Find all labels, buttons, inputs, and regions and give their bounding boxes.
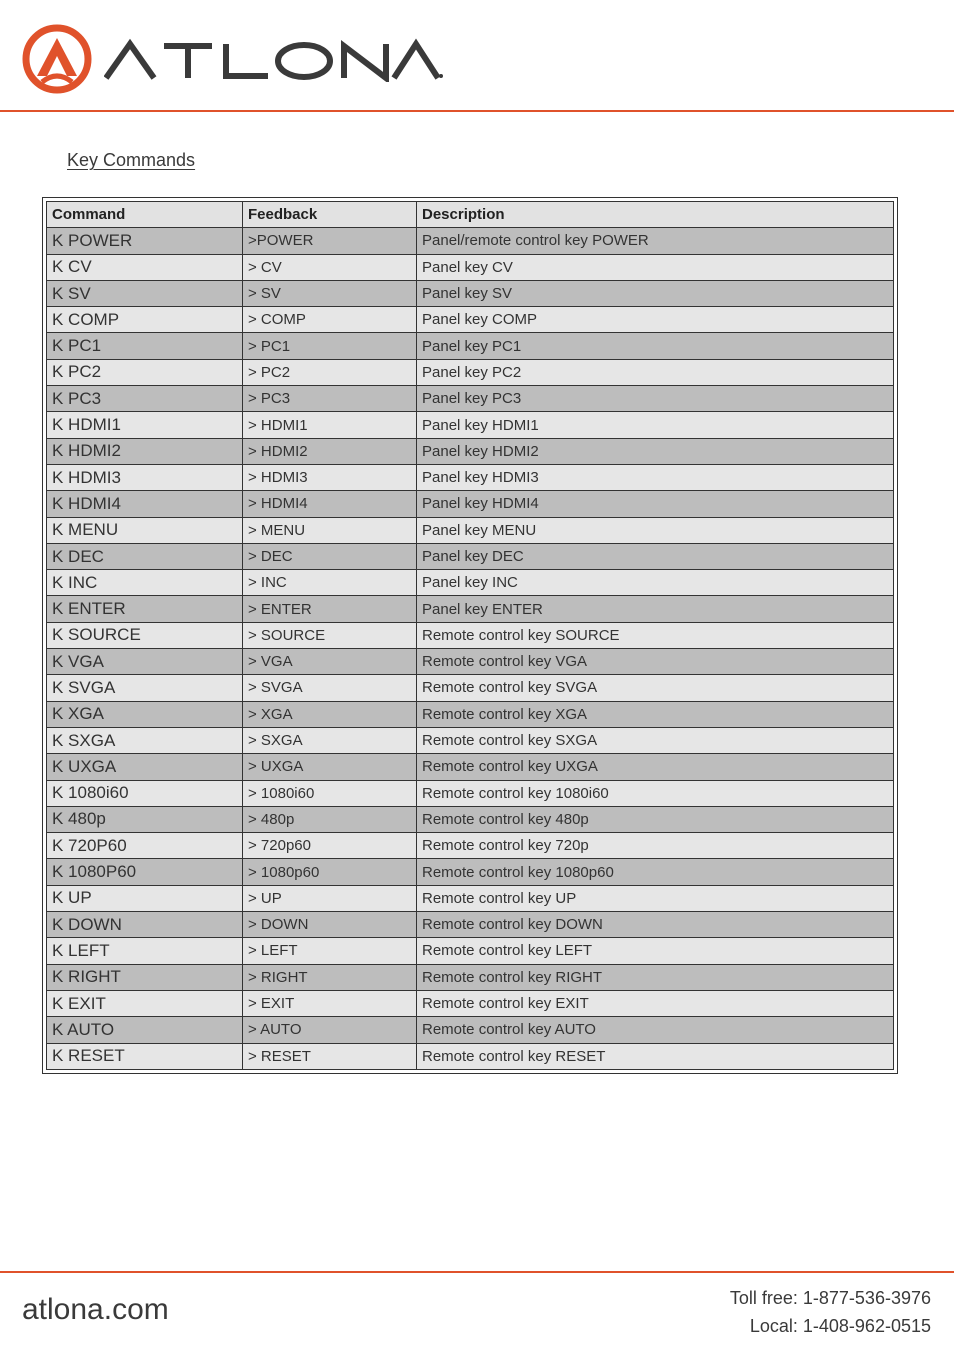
description-cell: Remote control key 1080i60	[417, 780, 894, 806]
table-row	[47, 333, 894, 359]
table-row	[47, 438, 894, 464]
command-cell: K CV	[47, 254, 243, 280]
column-header-feedback: Feedback	[243, 202, 417, 228]
description-cell: Panel key INC	[417, 570, 894, 596]
command-cell: K 1080P60	[47, 859, 243, 885]
description-cell: Remote control key UXGA	[417, 754, 894, 780]
feedback-cell: > HDMI2	[243, 438, 417, 464]
table-row	[47, 280, 894, 306]
toll-free-number: Toll free: 1-877-536-3976	[729, 1288, 931, 1308]
feedback-cell: > ENTER	[243, 596, 417, 622]
table-header-row	[47, 202, 894, 228]
table-row	[47, 727, 894, 753]
command-cell: K ENTER	[47, 596, 243, 622]
feedback-cell: > MENU	[243, 517, 417, 543]
description-cell: Remote control key UP	[417, 885, 894, 911]
description-cell: Panel key PC1	[417, 333, 894, 359]
local-number: Local: 1-408-962-0515	[749, 1316, 931, 1336]
command-cell: K 720P60	[47, 833, 243, 859]
footer-contact	[730, 1284, 931, 1340]
feedback-cell: > HDMI4	[243, 491, 417, 517]
table-row	[47, 859, 894, 885]
table-row	[47, 412, 894, 438]
description-cell: Remote control key VGA	[417, 649, 894, 675]
description-cell: Panel key COMP	[417, 307, 894, 333]
description-cell: Remote control key RIGHT	[417, 964, 894, 990]
command-cell: K HDMI1	[47, 412, 243, 438]
command-cell: K SV	[47, 280, 243, 306]
command-cell: K COMP	[47, 307, 243, 333]
table-row	[47, 517, 894, 543]
description-cell: Panel key HDMI2	[417, 438, 894, 464]
table-row	[47, 780, 894, 806]
feedback-cell: > DEC	[243, 543, 417, 569]
description-cell: Remote control key 720p	[417, 833, 894, 859]
feedback-cell: > SXGA	[243, 727, 417, 753]
feedback-cell: > LEFT	[243, 938, 417, 964]
description-cell: Remote control key LEFT	[417, 938, 894, 964]
page-header	[0, 0, 954, 112]
description-cell: Panel key SV	[417, 280, 894, 306]
command-cell: K HDMI2	[47, 438, 243, 464]
table-row	[47, 1017, 894, 1043]
feedback-cell: > PC3	[243, 386, 417, 412]
feedback-cell: > DOWN	[243, 912, 417, 938]
command-cell: K DOWN	[47, 912, 243, 938]
command-cell: K PC3	[47, 386, 243, 412]
table-row	[47, 307, 894, 333]
atlona-wordmark	[104, 38, 444, 82]
feedback-cell: > AUTO	[243, 1017, 417, 1043]
footer-website: atlona.com	[22, 1293, 169, 1326]
description-cell: Remote control key 1080p60	[417, 859, 894, 885]
description-cell: Remote control key SXGA	[417, 727, 894, 753]
feedback-cell: > VGA	[243, 649, 417, 675]
table-row	[47, 254, 894, 280]
table-body	[47, 228, 894, 1070]
command-cell: K RIGHT	[47, 964, 243, 990]
feedback-cell: > 1080i60	[243, 780, 417, 806]
feedback-cell: > COMP	[243, 307, 417, 333]
table-row	[47, 464, 894, 490]
feedback-cell: > 480p	[243, 806, 417, 832]
table-row	[47, 1043, 894, 1069]
command-cell: K MENU	[47, 517, 243, 543]
feedback-cell: > 720p60	[243, 833, 417, 859]
table-row	[47, 964, 894, 990]
table-row	[47, 938, 894, 964]
command-cell: K PC1	[47, 333, 243, 359]
command-cell: K DEC	[47, 543, 243, 569]
description-cell: Remote control key XGA	[417, 701, 894, 727]
section-title: Key Commands	[67, 150, 196, 170]
command-cell: K RESET	[47, 1043, 243, 1069]
command-cell: K INC	[47, 570, 243, 596]
feedback-cell: > SOURCE	[243, 622, 417, 648]
command-cell: K 1080i60	[47, 780, 243, 806]
table-row	[47, 912, 894, 938]
description-cell: Panel key ENTER	[417, 596, 894, 622]
command-cell: K UXGA	[47, 754, 243, 780]
command-cell: K EXIT	[47, 990, 243, 1016]
description-cell: Remote control key SVGA	[417, 675, 894, 701]
command-cell: K VGA	[47, 649, 243, 675]
table-row	[47, 990, 894, 1016]
table-row	[47, 754, 894, 780]
table-row	[47, 543, 894, 569]
description-cell: Panel key HDMI4	[417, 491, 894, 517]
command-cell: K 480p	[47, 806, 243, 832]
feedback-cell: > SVGA	[243, 675, 417, 701]
table-row	[47, 833, 894, 859]
feedback-cell: > PC1	[243, 333, 417, 359]
atlona-logo-icon	[22, 24, 92, 94]
feedback-cell: > SV	[243, 280, 417, 306]
feedback-cell: > HDMI3	[243, 464, 417, 490]
description-cell: Panel key DEC	[417, 543, 894, 569]
description-cell: Panel key PC3	[417, 386, 894, 412]
description-cell: Remote control key 480p	[417, 806, 894, 832]
description-cell: Panel/remote control key POWER	[417, 228, 894, 254]
command-cell: K POWER	[47, 228, 243, 254]
key-commands-table	[42, 197, 898, 1074]
column-header-command: Command	[47, 202, 243, 228]
feedback-cell: > UXGA	[243, 754, 417, 780]
description-cell: Panel key PC2	[417, 359, 894, 385]
command-cell: K HDMI4	[47, 491, 243, 517]
command-cell: K LEFT	[47, 938, 243, 964]
header-divider	[0, 110, 954, 112]
table-row	[47, 806, 894, 832]
table-row	[47, 885, 894, 911]
feedback-cell: > HDMI1	[243, 412, 417, 438]
description-cell: Panel key HDMI3	[417, 464, 894, 490]
feedback-cell: > UP	[243, 885, 417, 911]
table-row	[47, 596, 894, 622]
table-row	[47, 675, 894, 701]
feedback-cell: > PC2	[243, 359, 417, 385]
table-row	[47, 649, 894, 675]
command-cell: K SVGA	[47, 675, 243, 701]
table-row	[47, 701, 894, 727]
command-cell: K SXGA	[47, 727, 243, 753]
table-row	[47, 228, 894, 254]
table-row	[47, 359, 894, 385]
description-cell: Remote control key RESET	[417, 1043, 894, 1069]
table-row	[47, 386, 894, 412]
feedback-cell: > EXIT	[243, 990, 417, 1016]
description-cell: Panel key CV	[417, 254, 894, 280]
table-row	[47, 491, 894, 517]
description-cell: Panel key HDMI1	[417, 412, 894, 438]
description-cell: Remote control key AUTO	[417, 1017, 894, 1043]
feedback-cell: > RESET	[243, 1043, 417, 1069]
description-cell: Remote control key EXIT	[417, 990, 894, 1016]
feedback-cell: > CV	[243, 254, 417, 280]
column-header-description: Description	[417, 202, 894, 228]
command-cell: K AUTO	[47, 1017, 243, 1043]
description-cell: Remote control key DOWN	[417, 912, 894, 938]
table-row	[47, 622, 894, 648]
description-cell: Panel key MENU	[417, 517, 894, 543]
command-cell: K UP	[47, 885, 243, 911]
command-cell: K SOURCE	[47, 622, 243, 648]
feedback-cell: > XGA	[243, 701, 417, 727]
command-cell: K XGA	[47, 701, 243, 727]
feedback-cell: > RIGHT	[243, 964, 417, 990]
command-cell: K PC2	[47, 359, 243, 385]
description-cell: Remote control key SOURCE	[417, 622, 894, 648]
feedback-cell: >POWER	[243, 228, 417, 254]
command-cell: K HDMI3	[47, 464, 243, 490]
footer-divider	[0, 1271, 954, 1273]
feedback-cell: > 1080p60	[243, 859, 417, 885]
table-row	[47, 570, 894, 596]
feedback-cell: > INC	[243, 570, 417, 596]
